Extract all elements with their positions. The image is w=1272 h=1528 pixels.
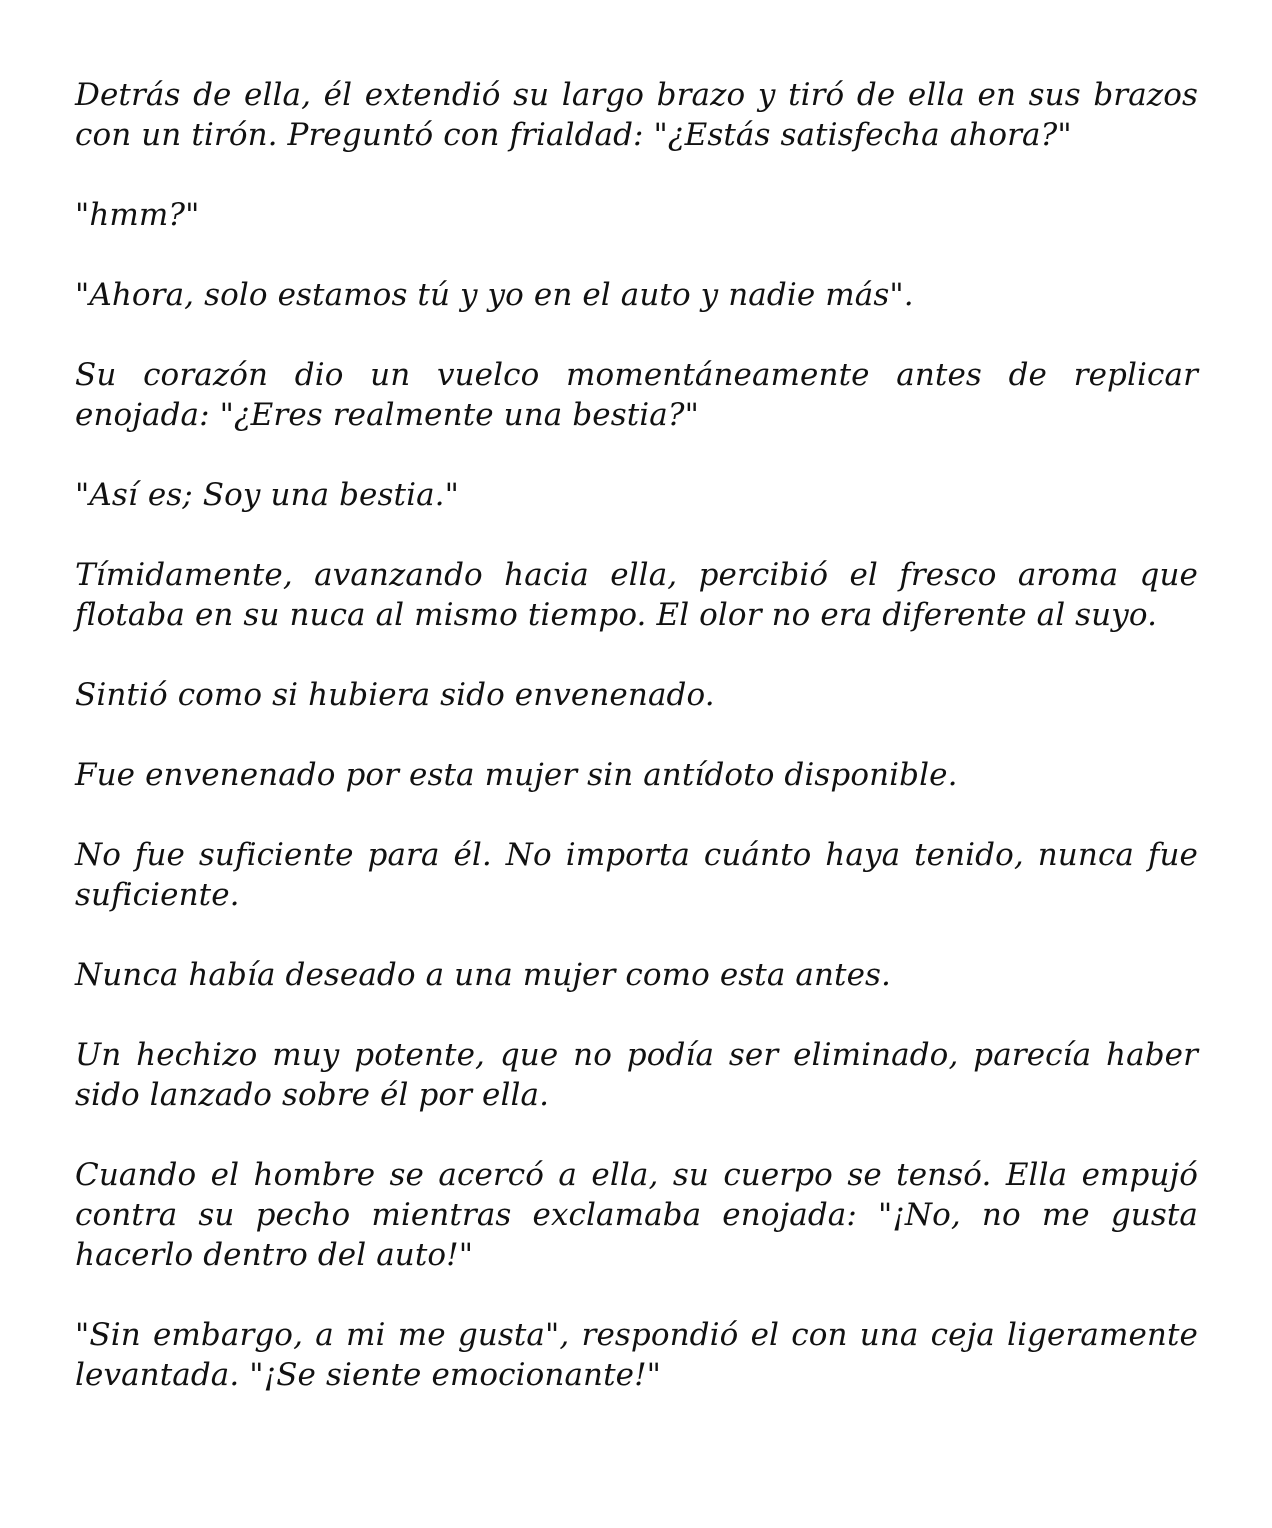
- paragraph-13: "Sin embargo, a mi me gusta", respondió el con una ceja ligeramente levantada. "¡Se siente emocionante!": [75, 1317, 1198, 1393]
- paragraph-6: Tímidamente, avanzando hacia ella, percibió el fresco aroma que flotaba en su nuca al mismo tiempo. El olor no era diferente al suyo.: [75, 557, 1198, 633]
- paragraph-1: Detrás de ella, él extendió su largo brazo y tiró de ella en sus brazos con un tirón. Preguntó con frialdad: "¿Estás satisfecha ahora?": [75, 77, 1198, 153]
- paragraph-5: "Así es; Soy una bestia.": [75, 477, 459, 513]
- paragraph-12: Cuando el hombre se acercó a ella, su cuerpo se tensó. Ella empujó contra su pecho mientras exclamaba enojada: "¡No, no me gusta hacerlo dentro del auto!": [75, 1157, 1198, 1273]
- paragraph-11: Un hechizo muy potente, que no podía ser eliminado, parecía haber sido lanzado sobre él por ella.: [75, 1037, 1198, 1113]
- paragraph-8: Fue envenenado por esta mujer sin antídoto disponible.: [75, 757, 958, 793]
- document-body: [75, 75, 1198, 1435]
- paragraph-7: Sintió como si hubiera sido envenenado.: [75, 677, 715, 713]
- paragraph-4: Su corazón dio un vuelco momentáneamente antes de replicar enojada: "¿Eres realmente una bestia?": [75, 357, 1198, 433]
- paragraph-2: "hmm?": [75, 197, 200, 233]
- paragraph-9: No fue suficiente para él. No importa cuánto haya tenido, nunca fue suficiente.: [75, 837, 1198, 913]
- paragraph-3: "Ahora, solo estamos tú y yo en el auto y nadie más".: [75, 277, 914, 313]
- paragraph-10: Nunca había deseado a una mujer como esta antes.: [75, 957, 891, 993]
